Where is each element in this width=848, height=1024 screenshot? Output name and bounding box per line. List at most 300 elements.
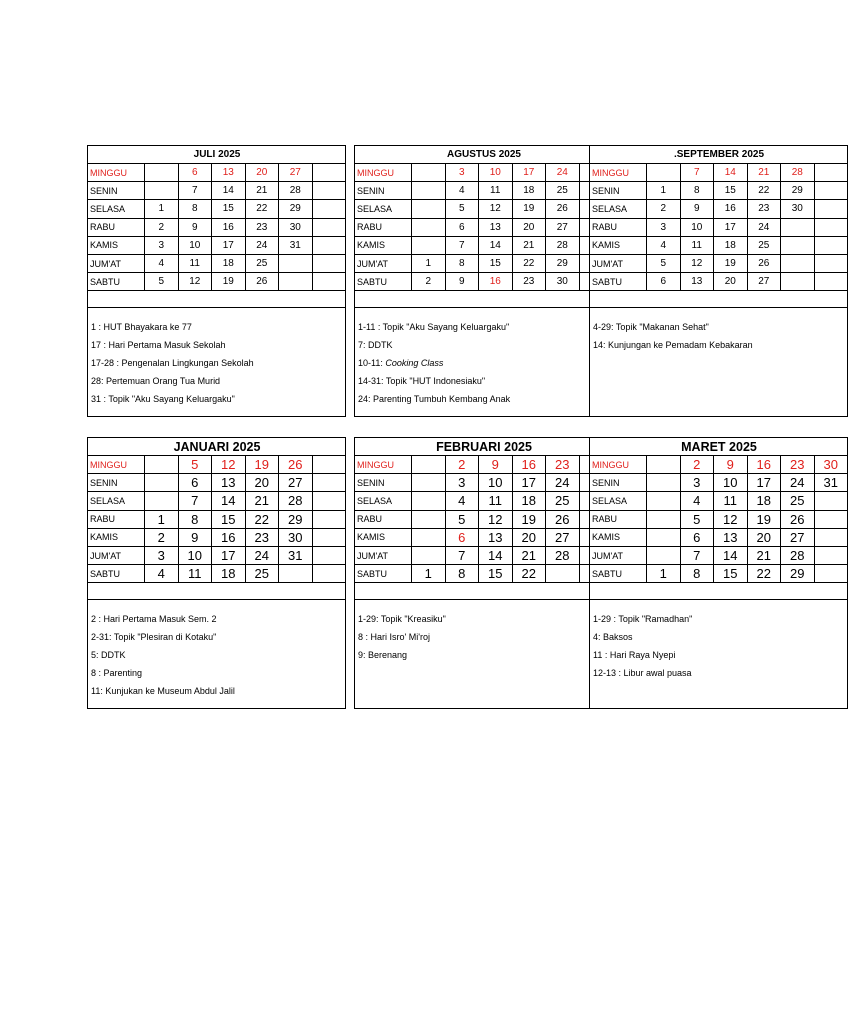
date-cell: 6 xyxy=(179,164,213,182)
spacer-row xyxy=(590,291,848,308)
date-cell: 29 xyxy=(546,255,580,273)
date-cell: 15 xyxy=(479,565,513,583)
date-cell: 30 xyxy=(279,219,313,237)
date-cell xyxy=(412,511,446,529)
day-label: SELASA xyxy=(590,200,647,218)
month-title: .SEPTEMBER 2025 xyxy=(590,146,848,164)
date-cell: 14 xyxy=(479,237,513,255)
spacer-row xyxy=(88,291,346,308)
event-item: 5: DDTK xyxy=(91,649,126,660)
date-cell: 24 xyxy=(781,474,815,492)
calendar-januari xyxy=(87,437,346,709)
day-label: RABU xyxy=(590,511,647,529)
date-cell xyxy=(412,219,446,237)
date-cell: 9 xyxy=(446,273,480,291)
date-cell: 16 xyxy=(212,529,246,547)
date-cell: 12 xyxy=(681,255,715,273)
date-cell: 11 xyxy=(479,182,513,200)
date-cell xyxy=(313,492,347,510)
date-cell xyxy=(815,529,848,547)
event-item: 4-29: Topik "Makanan Sehat" xyxy=(593,321,709,332)
date-cell: 4 xyxy=(681,492,715,510)
date-cell xyxy=(279,255,313,273)
day-label: SELASA xyxy=(590,492,647,510)
day-label: SENIN xyxy=(88,182,145,200)
date-cell xyxy=(313,273,347,291)
date-cell: 9 xyxy=(714,456,748,474)
date-cell: 10 xyxy=(179,237,213,255)
day-label: MINGGU xyxy=(355,164,412,182)
date-cell: 14 xyxy=(714,547,748,565)
date-cell: 16 xyxy=(212,219,246,237)
date-cell xyxy=(313,237,347,255)
event-item: 17 : Hari Pertama Masuk Sekolah xyxy=(91,339,226,350)
date-cell: 18 xyxy=(714,237,748,255)
date-cell: 13 xyxy=(212,164,246,182)
date-cell xyxy=(815,182,848,200)
day-label: SABTU xyxy=(88,273,145,291)
date-cell: 22 xyxy=(513,565,547,583)
date-cell xyxy=(412,164,446,182)
date-cell: 3 xyxy=(446,474,480,492)
date-cell: 10 xyxy=(479,474,513,492)
date-cell xyxy=(647,511,681,529)
date-cell: 8 xyxy=(681,182,715,200)
date-cell: 26 xyxy=(546,200,580,218)
date-cell: 19 xyxy=(246,456,280,474)
event-item: 24: Parenting Tumbuh Kembang Anak xyxy=(358,394,511,405)
spacer-row xyxy=(88,583,346,600)
date-cell xyxy=(279,273,313,291)
date-cell: 8 xyxy=(681,565,715,583)
date-cell xyxy=(647,456,681,474)
date-cell: 7 xyxy=(446,547,480,565)
date-cell: 20 xyxy=(748,529,782,547)
date-cell: 11 xyxy=(714,492,748,510)
date-cell xyxy=(412,200,446,218)
date-cell: 12 xyxy=(212,456,246,474)
date-cell: 13 xyxy=(714,529,748,547)
date-cell: 19 xyxy=(513,511,547,529)
day-label: SABTU xyxy=(590,273,647,291)
date-cell: 5 xyxy=(681,511,715,529)
date-cell: 12 xyxy=(179,273,213,291)
date-cell: 28 xyxy=(781,164,815,182)
date-cell: 14 xyxy=(212,492,246,510)
month-title: JANUARI 2025 xyxy=(88,438,346,456)
date-cell: 20 xyxy=(714,273,748,291)
date-cell: 4 xyxy=(145,565,179,583)
date-cell xyxy=(546,565,580,583)
month-title: MARET 2025 xyxy=(590,438,848,456)
day-label: SENIN xyxy=(88,474,145,492)
date-cell: 5 xyxy=(647,255,681,273)
spacer-row xyxy=(355,583,613,600)
date-cell: 20 xyxy=(246,474,280,492)
date-cell: 17 xyxy=(513,474,547,492)
date-cell: 11 xyxy=(681,237,715,255)
date-cell xyxy=(815,565,848,583)
event-item: 8 : Parenting xyxy=(91,668,143,679)
date-cell xyxy=(647,164,681,182)
day-label: SELASA xyxy=(88,200,145,218)
date-cell: 26 xyxy=(781,511,815,529)
date-cell: 3 xyxy=(446,164,480,182)
date-cell xyxy=(647,529,681,547)
date-cell: 8 xyxy=(179,511,213,529)
date-cell: 25 xyxy=(781,492,815,510)
date-cell: 17 xyxy=(212,237,246,255)
date-cell: 18 xyxy=(513,182,547,200)
date-cell: 13 xyxy=(681,273,715,291)
date-cell: 27 xyxy=(546,529,580,547)
date-cell: 14 xyxy=(714,164,748,182)
date-cell xyxy=(313,456,347,474)
day-label: SABTU xyxy=(590,565,647,583)
event-item: 11 : Hari Raya Nyepi xyxy=(593,649,676,660)
date-cell: 13 xyxy=(479,219,513,237)
date-cell: 16 xyxy=(714,200,748,218)
date-cell: 21 xyxy=(748,164,782,182)
date-cell: 7 xyxy=(446,237,480,255)
date-cell: 28 xyxy=(546,547,580,565)
date-cell xyxy=(815,492,848,510)
date-cell: 12 xyxy=(714,511,748,529)
date-cell: 27 xyxy=(546,219,580,237)
event-item: 8 : Hari Isro' Mi'roj xyxy=(358,631,430,642)
date-cell xyxy=(313,164,347,182)
day-label: JUM'AT xyxy=(88,255,145,273)
date-cell xyxy=(279,565,313,583)
day-label: RABU xyxy=(355,219,412,237)
date-cell xyxy=(145,164,179,182)
date-cell xyxy=(647,547,681,565)
date-cell: 12 xyxy=(479,200,513,218)
date-cell: 30 xyxy=(546,273,580,291)
day-label: KAMIS xyxy=(88,529,145,547)
date-cell: 14 xyxy=(212,182,246,200)
date-cell: 4 xyxy=(145,255,179,273)
date-cell: 17 xyxy=(714,219,748,237)
calendar-maret xyxy=(589,437,848,709)
date-cell: 10 xyxy=(681,219,715,237)
date-cell: 9 xyxy=(179,219,213,237)
date-cell: 28 xyxy=(279,182,313,200)
date-cell: 14 xyxy=(479,547,513,565)
date-cell: 2 xyxy=(446,456,480,474)
day-label: RABU xyxy=(590,219,647,237)
date-cell: 1 xyxy=(647,565,681,583)
date-cell: 10 xyxy=(479,164,513,182)
day-label: MINGGU xyxy=(355,456,412,474)
date-cell: 12 xyxy=(479,511,513,529)
event-item: 28: Pertemuan Orang Tua Murid xyxy=(91,376,221,387)
day-label: RABU xyxy=(88,219,145,237)
date-cell: 29 xyxy=(279,200,313,218)
calendar-februari xyxy=(354,437,613,709)
date-cell xyxy=(313,255,347,273)
day-label: MINGGU xyxy=(88,164,145,182)
date-cell: 7 xyxy=(179,492,213,510)
date-cell xyxy=(145,492,179,510)
date-cell xyxy=(815,237,848,255)
date-cell: 2 xyxy=(681,456,715,474)
date-cell: 15 xyxy=(212,511,246,529)
day-label: KAMIS xyxy=(590,237,647,255)
date-cell: 18 xyxy=(212,255,246,273)
date-cell: 2 xyxy=(412,273,446,291)
date-cell: 28 xyxy=(781,547,815,565)
date-cell xyxy=(781,237,815,255)
day-label: KAMIS xyxy=(355,237,412,255)
date-cell: 6 xyxy=(179,474,213,492)
date-cell: 6 xyxy=(446,529,480,547)
date-cell: 29 xyxy=(781,182,815,200)
date-cell: 4 xyxy=(647,237,681,255)
date-cell: 24 xyxy=(546,474,580,492)
date-cell: 1 xyxy=(647,182,681,200)
event-item: 1-11 : Topik "Aku Sayang Keluargaku" xyxy=(358,321,510,332)
date-cell: 3 xyxy=(145,547,179,565)
date-cell: 9 xyxy=(479,456,513,474)
day-label: MINGGU xyxy=(590,456,647,474)
date-cell: 15 xyxy=(714,182,748,200)
event-item: 14: Kunjungan ke Pemadam Kebakaran xyxy=(593,339,753,350)
date-cell: 23 xyxy=(748,200,782,218)
date-cell: 27 xyxy=(781,529,815,547)
date-cell xyxy=(815,200,848,218)
date-cell: 1 xyxy=(145,200,179,218)
date-cell: 22 xyxy=(748,182,782,200)
date-cell: 22 xyxy=(246,200,280,218)
date-cell: 6 xyxy=(647,273,681,291)
date-cell: 8 xyxy=(179,200,213,218)
day-label: KAMIS xyxy=(355,529,412,547)
day-label: SABTU xyxy=(355,273,412,291)
date-cell xyxy=(313,182,347,200)
date-cell: 21 xyxy=(246,182,280,200)
date-cell: 22 xyxy=(513,255,547,273)
date-cell xyxy=(781,255,815,273)
date-cell: 31 xyxy=(279,237,313,255)
date-cell: 6 xyxy=(681,529,715,547)
date-cell xyxy=(412,456,446,474)
day-label: MINGGU xyxy=(88,456,145,474)
date-cell: 4 xyxy=(446,492,480,510)
calendar-agustus xyxy=(354,145,613,417)
date-cell: 23 xyxy=(546,456,580,474)
month-title: JULI 2025 xyxy=(88,146,346,164)
date-cell: 18 xyxy=(513,492,547,510)
date-cell: 25 xyxy=(546,492,580,510)
date-cell xyxy=(313,565,347,583)
date-cell xyxy=(815,511,848,529)
event-item: 2 : Hari Pertama Masuk Sem. 2 xyxy=(91,613,217,624)
day-label: RABU xyxy=(355,511,412,529)
date-cell: 20 xyxy=(513,219,547,237)
date-cell: 29 xyxy=(279,511,313,529)
date-cell: 8 xyxy=(446,255,480,273)
event-item: 17-28 : Pengenalan Lingkungan Sekolah xyxy=(91,357,254,368)
date-cell: 20 xyxy=(513,529,547,547)
event-item: 1-29 : Topik "Ramadhan" xyxy=(593,613,693,624)
date-cell xyxy=(647,492,681,510)
date-cell xyxy=(647,474,681,492)
date-cell: 3 xyxy=(145,237,179,255)
date-cell: 1 xyxy=(412,565,446,583)
date-cell: 11 xyxy=(179,255,213,273)
day-label: KAMIS xyxy=(88,237,145,255)
date-cell: 13 xyxy=(212,474,246,492)
date-cell: 16 xyxy=(513,456,547,474)
event-item: 14-31: Topik "HUT Indonesiaku" xyxy=(358,376,486,387)
date-cell: 15 xyxy=(212,200,246,218)
date-cell xyxy=(412,182,446,200)
day-label: SELASA xyxy=(355,492,412,510)
date-cell: 7 xyxy=(681,164,715,182)
date-cell: 17 xyxy=(212,547,246,565)
date-cell: 24 xyxy=(246,547,280,565)
event-item: 1-29: Topik "Kreasiku" xyxy=(358,613,446,624)
date-cell xyxy=(412,547,446,565)
date-cell: 30 xyxy=(279,529,313,547)
day-label: MINGGU xyxy=(590,164,647,182)
day-label: SELASA xyxy=(88,492,145,510)
day-label: SENIN xyxy=(590,474,647,492)
date-cell: 3 xyxy=(647,219,681,237)
date-cell xyxy=(313,219,347,237)
date-cell xyxy=(412,474,446,492)
date-cell: 17 xyxy=(748,474,782,492)
calendar-juli xyxy=(87,145,346,417)
date-cell: 25 xyxy=(748,237,782,255)
date-cell: 5 xyxy=(446,200,480,218)
event-item: 4: Baksos xyxy=(593,631,633,642)
date-cell: 16 xyxy=(748,456,782,474)
date-cell: 27 xyxy=(279,164,313,182)
day-label: JUM'AT xyxy=(590,547,647,565)
date-cell xyxy=(412,529,446,547)
date-cell: 26 xyxy=(748,255,782,273)
date-cell: 30 xyxy=(781,200,815,218)
date-cell: 17 xyxy=(513,164,547,182)
date-cell xyxy=(815,255,848,273)
day-label: SELASA xyxy=(355,200,412,218)
day-label: JUM'AT xyxy=(590,255,647,273)
date-cell: 23 xyxy=(513,273,547,291)
date-cell xyxy=(313,547,347,565)
date-cell xyxy=(313,474,347,492)
date-cell xyxy=(145,474,179,492)
date-cell: 18 xyxy=(748,492,782,510)
date-cell: 31 xyxy=(815,474,848,492)
date-cell: 16 xyxy=(479,273,513,291)
date-cell xyxy=(412,492,446,510)
date-cell: 13 xyxy=(479,529,513,547)
date-cell: 1 xyxy=(412,255,446,273)
day-label: RABU xyxy=(88,511,145,529)
date-cell xyxy=(313,511,347,529)
date-cell: 22 xyxy=(246,511,280,529)
date-cell: 23 xyxy=(246,529,280,547)
event-item: 9: Berenang xyxy=(358,649,408,660)
date-cell xyxy=(781,219,815,237)
date-cell: 9 xyxy=(681,200,715,218)
day-label: SABTU xyxy=(88,565,145,583)
event-item: 11: Kunjukan ke Museum Abdul Jalil xyxy=(91,686,235,697)
date-cell: 25 xyxy=(546,182,580,200)
date-cell: 2 xyxy=(647,200,681,218)
date-cell: 19 xyxy=(513,200,547,218)
day-label: KAMIS xyxy=(590,529,647,547)
event-item: 1 : HUT Bhayakara ke 77 xyxy=(91,321,192,332)
date-cell xyxy=(815,547,848,565)
date-cell: 25 xyxy=(246,255,280,273)
date-cell: 11 xyxy=(179,565,213,583)
date-cell: 24 xyxy=(748,219,782,237)
date-cell xyxy=(815,164,848,182)
date-cell: 19 xyxy=(714,255,748,273)
date-cell: 30 xyxy=(815,456,848,474)
month-title: AGUSTUS 2025 xyxy=(355,146,613,164)
date-cell: 11 xyxy=(479,492,513,510)
day-label: SENIN xyxy=(590,182,647,200)
date-cell: 22 xyxy=(748,565,782,583)
date-cell xyxy=(815,219,848,237)
date-cell: 5 xyxy=(179,456,213,474)
event-item: 10-11: Cooking Class xyxy=(358,357,444,368)
date-cell xyxy=(145,182,179,200)
date-cell: 28 xyxy=(546,237,580,255)
date-cell xyxy=(313,529,347,547)
date-cell: 4 xyxy=(446,182,480,200)
month-title: FEBRUARI 2025 xyxy=(355,438,613,456)
calendar-september xyxy=(589,145,848,417)
date-cell: 6 xyxy=(446,219,480,237)
date-cell: 21 xyxy=(748,547,782,565)
spacer-row xyxy=(590,583,848,600)
date-cell: 2 xyxy=(145,529,179,547)
date-cell xyxy=(815,273,848,291)
date-cell: 1 xyxy=(145,511,179,529)
date-cell: 19 xyxy=(748,511,782,529)
date-cell: 10 xyxy=(179,547,213,565)
day-label: SENIN xyxy=(355,182,412,200)
event-item: 31 : Topik "Aku Sayang Keluargaku" xyxy=(91,394,235,405)
date-cell: 26 xyxy=(279,456,313,474)
event-item: 12-13 : Libur awal puasa xyxy=(593,668,692,679)
date-cell: 5 xyxy=(145,273,179,291)
day-label: SABTU xyxy=(355,565,412,583)
day-label: JUM'AT xyxy=(355,547,412,565)
date-cell: 7 xyxy=(179,182,213,200)
date-cell xyxy=(313,200,347,218)
spacer-row xyxy=(355,291,613,308)
date-cell: 18 xyxy=(212,565,246,583)
date-cell xyxy=(145,456,179,474)
date-cell: 15 xyxy=(479,255,513,273)
date-cell: 24 xyxy=(246,237,280,255)
date-cell: 27 xyxy=(748,273,782,291)
date-cell: 9 xyxy=(179,529,213,547)
event-item: 2-31: Topik "Plesiran di Kotaku" xyxy=(91,631,217,642)
date-cell: 24 xyxy=(546,164,580,182)
date-cell: 26 xyxy=(546,511,580,529)
date-cell: 3 xyxy=(681,474,715,492)
day-label: SENIN xyxy=(355,474,412,492)
date-cell: 7 xyxy=(681,547,715,565)
date-cell: 21 xyxy=(513,237,547,255)
